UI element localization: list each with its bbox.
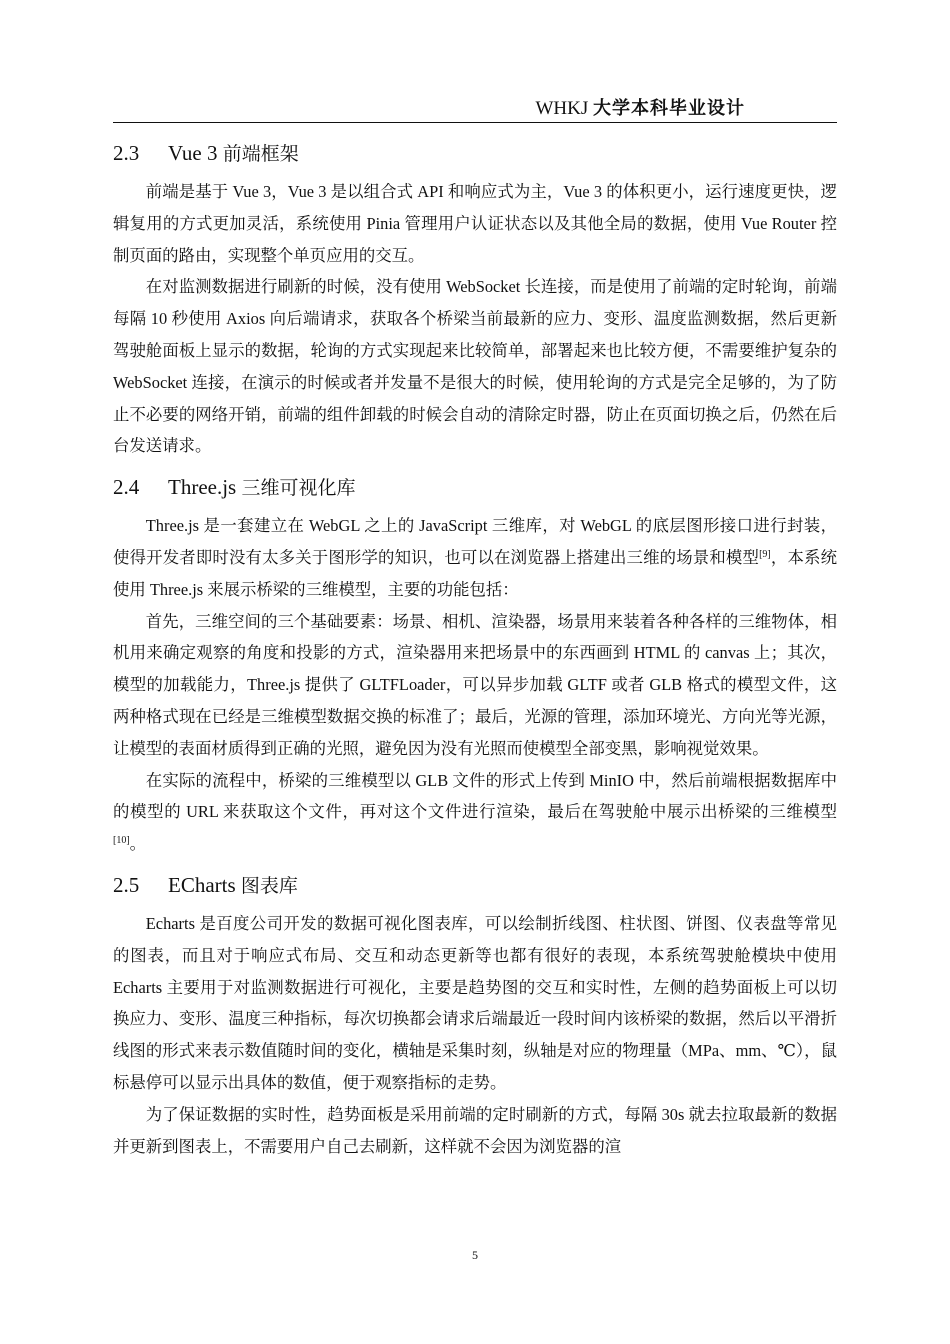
- section-title-latin: ECharts: [168, 872, 241, 897]
- header-title: [535, 94, 745, 120]
- paragraph-text: 在实际的流程中，桥梁的三维模型以 GLB 文件的形式上传到 MinIO 中，然后前端根据数据库中的模型的 URL 来获取这个文件，再对这个文件进行渲染，最后在驾驶舱中展示出桥梁的三维模型: [113, 770, 837, 822]
- paragraph: [113, 510, 837, 605]
- section-title-cn: 前端框架: [222, 143, 299, 165]
- paragraph-text: 前端是基于 Vue 3，Vue 3 是以组合式 API 和响应式为主，Vue 3 的体积更小，运行速度更快，逻辑复用的方式更加灵活，系统使用 Pinia 管理用户认证状态以及其他全局的数据，使用 Vue Router 控制页面的路由，实现整个单页应用的交互。: [113, 182, 837, 265]
- page-number: 5: [472, 1248, 478, 1262]
- section-number: 2.5: [113, 872, 140, 897]
- paragraph-text: Echarts 是百度公司开发的数据可视化图表库，可以绘制折线图、柱状图、饼图、仪表盘等常见的图表，而且对于响应式布局、交互和动态更新等也都有很好的表现，本系统驾驶舱模块中使用 Echarts 主要用于对监测数据进行可视化，主要是趋势图的交互和实时性，左侧的趋势面板上可以切换应力、变形、温度三种指标，每次切换都会请求后端最近一段时间内该桥梁的数据，然后以平滑折线图的形式来表示数值随时间的变化，横轴是采集时刻，纵轴是对应的物理量（MPa、mm、℃），鼠标悬停可以显示出具体的数值，便于观察指标的走势。: [113, 913, 837, 1092]
- section-title-cn: 图表库: [240, 874, 298, 897]
- paragraph-text: 在对监测数据进行刷新的时候，没有使用 WebSocket 长连接，而是使用了前端的定时轮询，前端每隔 10 秒使用 Axios 向后端请求，获取各个桥梁当前最新的应力、变形、温度监测数据，然后更新驾驶舱面板上显示的数据，轮询的方式实现起来比较简单，部署起来也比较方便，不需要维护复杂的 WebSocket 连接，在演示的时候或者并发量不是很大的时候，使用轮询的方式是完全足够的，为了防止不必要的网络开销，前端的组件卸载的时候会自动的清除定时器，防止在页面切换之后，仍然在后台发送请求。: [113, 277, 837, 456]
- section-title-cn: 三维可视化库: [241, 477, 356, 500]
- paragraph: [113, 271, 837, 462]
- page-header: [113, 96, 837, 123]
- section-heading: [113, 872, 837, 899]
- paragraph-text: 为了保证数据的实时性，趋势面板是采用前端的定时刷新的方式，每隔 30s 就去拉取最新的数据并更新到图表上，不需要用户自己去刷新，这样就不会因为浏览器的渲: [113, 1104, 837, 1156]
- section-title-latin: Three.js: [168, 475, 242, 500]
- paragraph-text: 首先，三维空间的三个基础要素：场景、相机、渲染器，场景用来装着各种各样的三维物体，相机用来确定观察的角度和投影的方式，渲染器用来把场景中的东西画到 HTML 的 canvas 上；其次，模型的加载能力，Three.js 提供了 GLTFLoader，可以异步加载 GLTF 或者 GLB 格式的模型文件，这两种格式现在已经是三维模型数据交换的标准了；最后，光源的管理，添加环境光、方向光等光源，让模型的表面材质得到正确的光照，避免因为没有光照而使模型全部变黑，影响视觉效果。: [113, 611, 837, 758]
- section-title-latin: Vue 3: [168, 141, 223, 165]
- section-number: 2.4: [113, 475, 140, 500]
- paragraph: [113, 606, 837, 765]
- paragraph: [113, 176, 837, 271]
- section-number: 2.3: [113, 141, 140, 165]
- document-body: [113, 128, 837, 1162]
- section-heading: [113, 140, 837, 167]
- paragraph: [113, 765, 837, 860]
- paragraph: [113, 1099, 837, 1163]
- paragraph-text: 。: [129, 834, 147, 854]
- paragraph: [113, 908, 837, 1099]
- section-heading: [113, 474, 837, 501]
- header-latin: WHKJ: [535, 98, 593, 119]
- header-cn: 大学本科毕业设计: [593, 98, 745, 119]
- citation-marker: [9]: [759, 548, 771, 560]
- citation-marker: [10]: [113, 835, 130, 847]
- paragraph-text: Three.js 是一套建立在 WebGL 之上的 JavaScript 三维库，对 WebGL 的底层图形接口进行封装，使得开发者即时没有太多关于图形学的知识，也可以在浏览器上搭建出三维的场景和模型: [113, 516, 837, 567]
- paragraph-text: ，本系统使用 Three.js 来展示桥梁的三维模型，主要的功能包括：: [113, 547, 837, 599]
